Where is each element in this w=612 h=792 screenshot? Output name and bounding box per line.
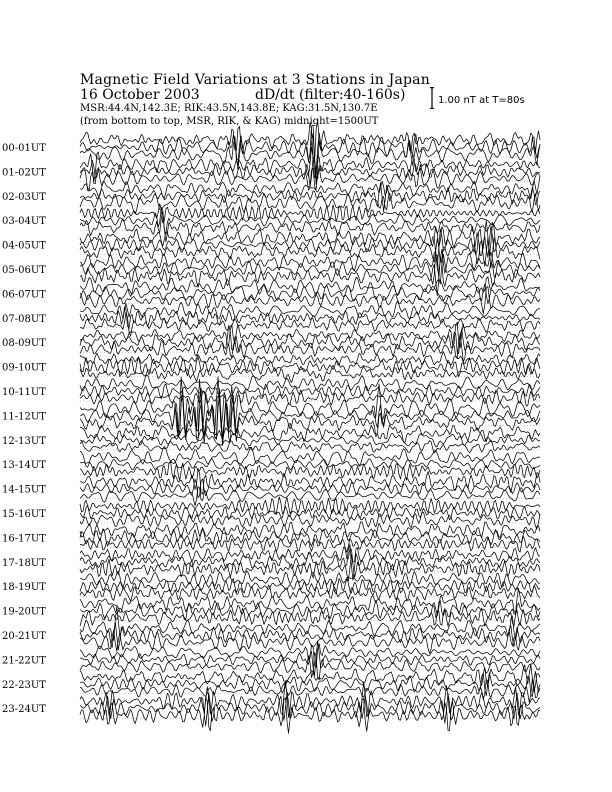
hour-label: 19-20UT	[2, 606, 46, 618]
hour-label: 05-06UT	[2, 265, 46, 276]
trace-msr	[80, 461, 540, 480]
trace-msr	[80, 390, 540, 406]
trace-rik	[80, 307, 540, 329]
trace-msr	[80, 679, 540, 703]
hour-label: 20-21UT	[2, 631, 46, 642]
hour-label: 06-07UT	[2, 289, 46, 301]
hour-label: 09-10UT	[2, 362, 46, 374]
hour-label: 17-18UT	[2, 557, 46, 569]
trace-kag	[80, 277, 540, 297]
trace-rik	[80, 357, 540, 377]
hour-label: 03-04UT	[2, 216, 46, 228]
hour-label: 23-24UT	[2, 704, 46, 716]
hour-label: 04-05UT	[2, 240, 46, 252]
hour-label: 00-01UT	[2, 143, 46, 154]
trace-msr	[80, 536, 540, 552]
trace-kag	[80, 120, 540, 163]
hour-label: 10-11UT	[2, 387, 46, 398]
hour-label: 01-02UT	[2, 167, 46, 179]
hour-label: 15-16UT	[2, 509, 46, 520]
hour-label: 11-12UT	[2, 411, 46, 423]
trace-rik	[80, 505, 540, 520]
hour-label: 16-17UT	[2, 533, 46, 545]
chart-title: Magnetic Field Variations at 3 Stations in Japan	[80, 72, 430, 88]
hour-label: 12-13UT	[2, 435, 46, 447]
hour-label: 02-03UT	[2, 191, 46, 203]
trace-rik	[80, 692, 540, 726]
trace-rik	[80, 527, 540, 546]
component-label: dD/dt (filter:40-160s)	[255, 87, 406, 103]
trace-kag	[80, 375, 540, 391]
scale-label: 1.00 nT at T=80s	[438, 95, 525, 106]
hour-label: 13-14UT	[2, 460, 46, 472]
trace-msr	[80, 286, 540, 313]
hour-label: 07-08UT	[2, 313, 46, 325]
hour-label: 14-15UT	[2, 484, 46, 496]
hour-label: 21-22UT	[2, 655, 46, 667]
date-label: 16 October 2003	[80, 87, 200, 103]
trace-msr	[80, 312, 540, 336]
station-order-note: (from bottom to top, MSR, RIK, & KAG) midnight=1500UT	[80, 116, 379, 127]
trace-rik	[80, 479, 540, 498]
station-coordinates: MSR:44.4N,142.3E; RIK:43.5N,143.8E; KAG:31.5N,130.7E	[80, 103, 378, 114]
hour-label: 08-09UT	[2, 338, 46, 350]
trace-msr	[80, 257, 540, 296]
hour-label: 18-19UT	[2, 582, 46, 594]
hour-label: 22-23UT	[2, 679, 46, 691]
